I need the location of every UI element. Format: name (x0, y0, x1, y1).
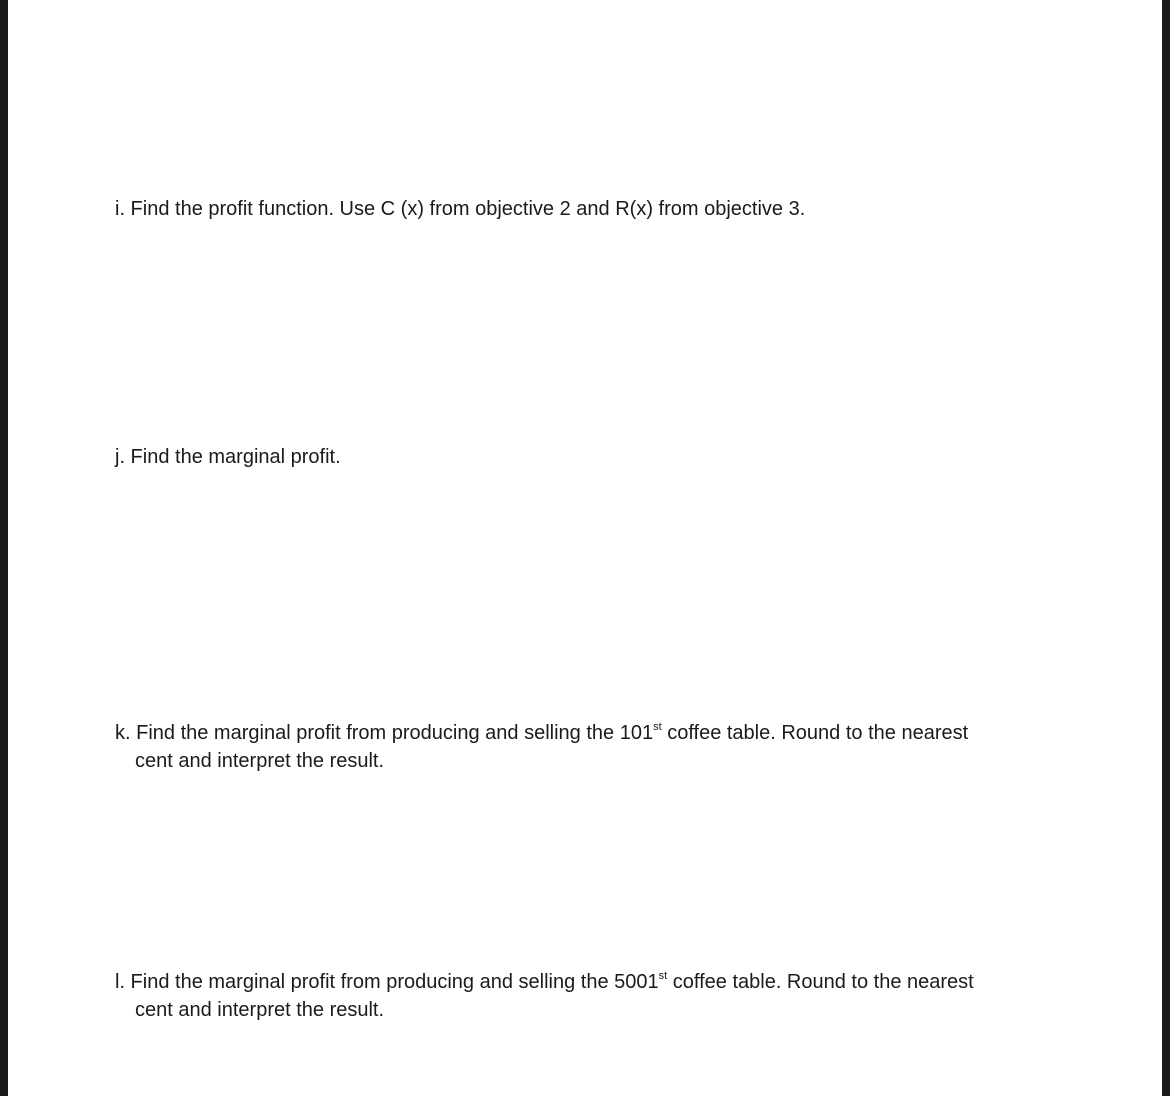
document-page (8, 0, 1162, 1096)
question-i-text: i. Find the profit function. Use C (x) from objective 2 and R(x) from objective 3. (115, 198, 806, 220)
question-l-superscript: st (658, 970, 668, 982)
question-k-text-start: k. Find the marginal profit from producing and selling the 101 (115, 722, 654, 744)
question-l-continuation: cent and interpret the result. (135, 999, 385, 1021)
question-k-continuation: cent and interpret the result. (135, 750, 385, 772)
question-l-text-end: coffee table. Round to the nearest (667, 971, 974, 993)
question-k-text-end: coffee table. Round to the nearest (661, 722, 969, 744)
question-j (115, 443, 341, 471)
question-l (115, 968, 974, 1024)
question-i (115, 195, 805, 223)
question-k-superscript: st (653, 721, 662, 733)
question-l-text-start: l. Find the marginal profit from producing and selling the 5001 (115, 971, 659, 993)
question-j-text: j. Find the marginal profit. (115, 446, 341, 468)
question-k (115, 719, 968, 775)
